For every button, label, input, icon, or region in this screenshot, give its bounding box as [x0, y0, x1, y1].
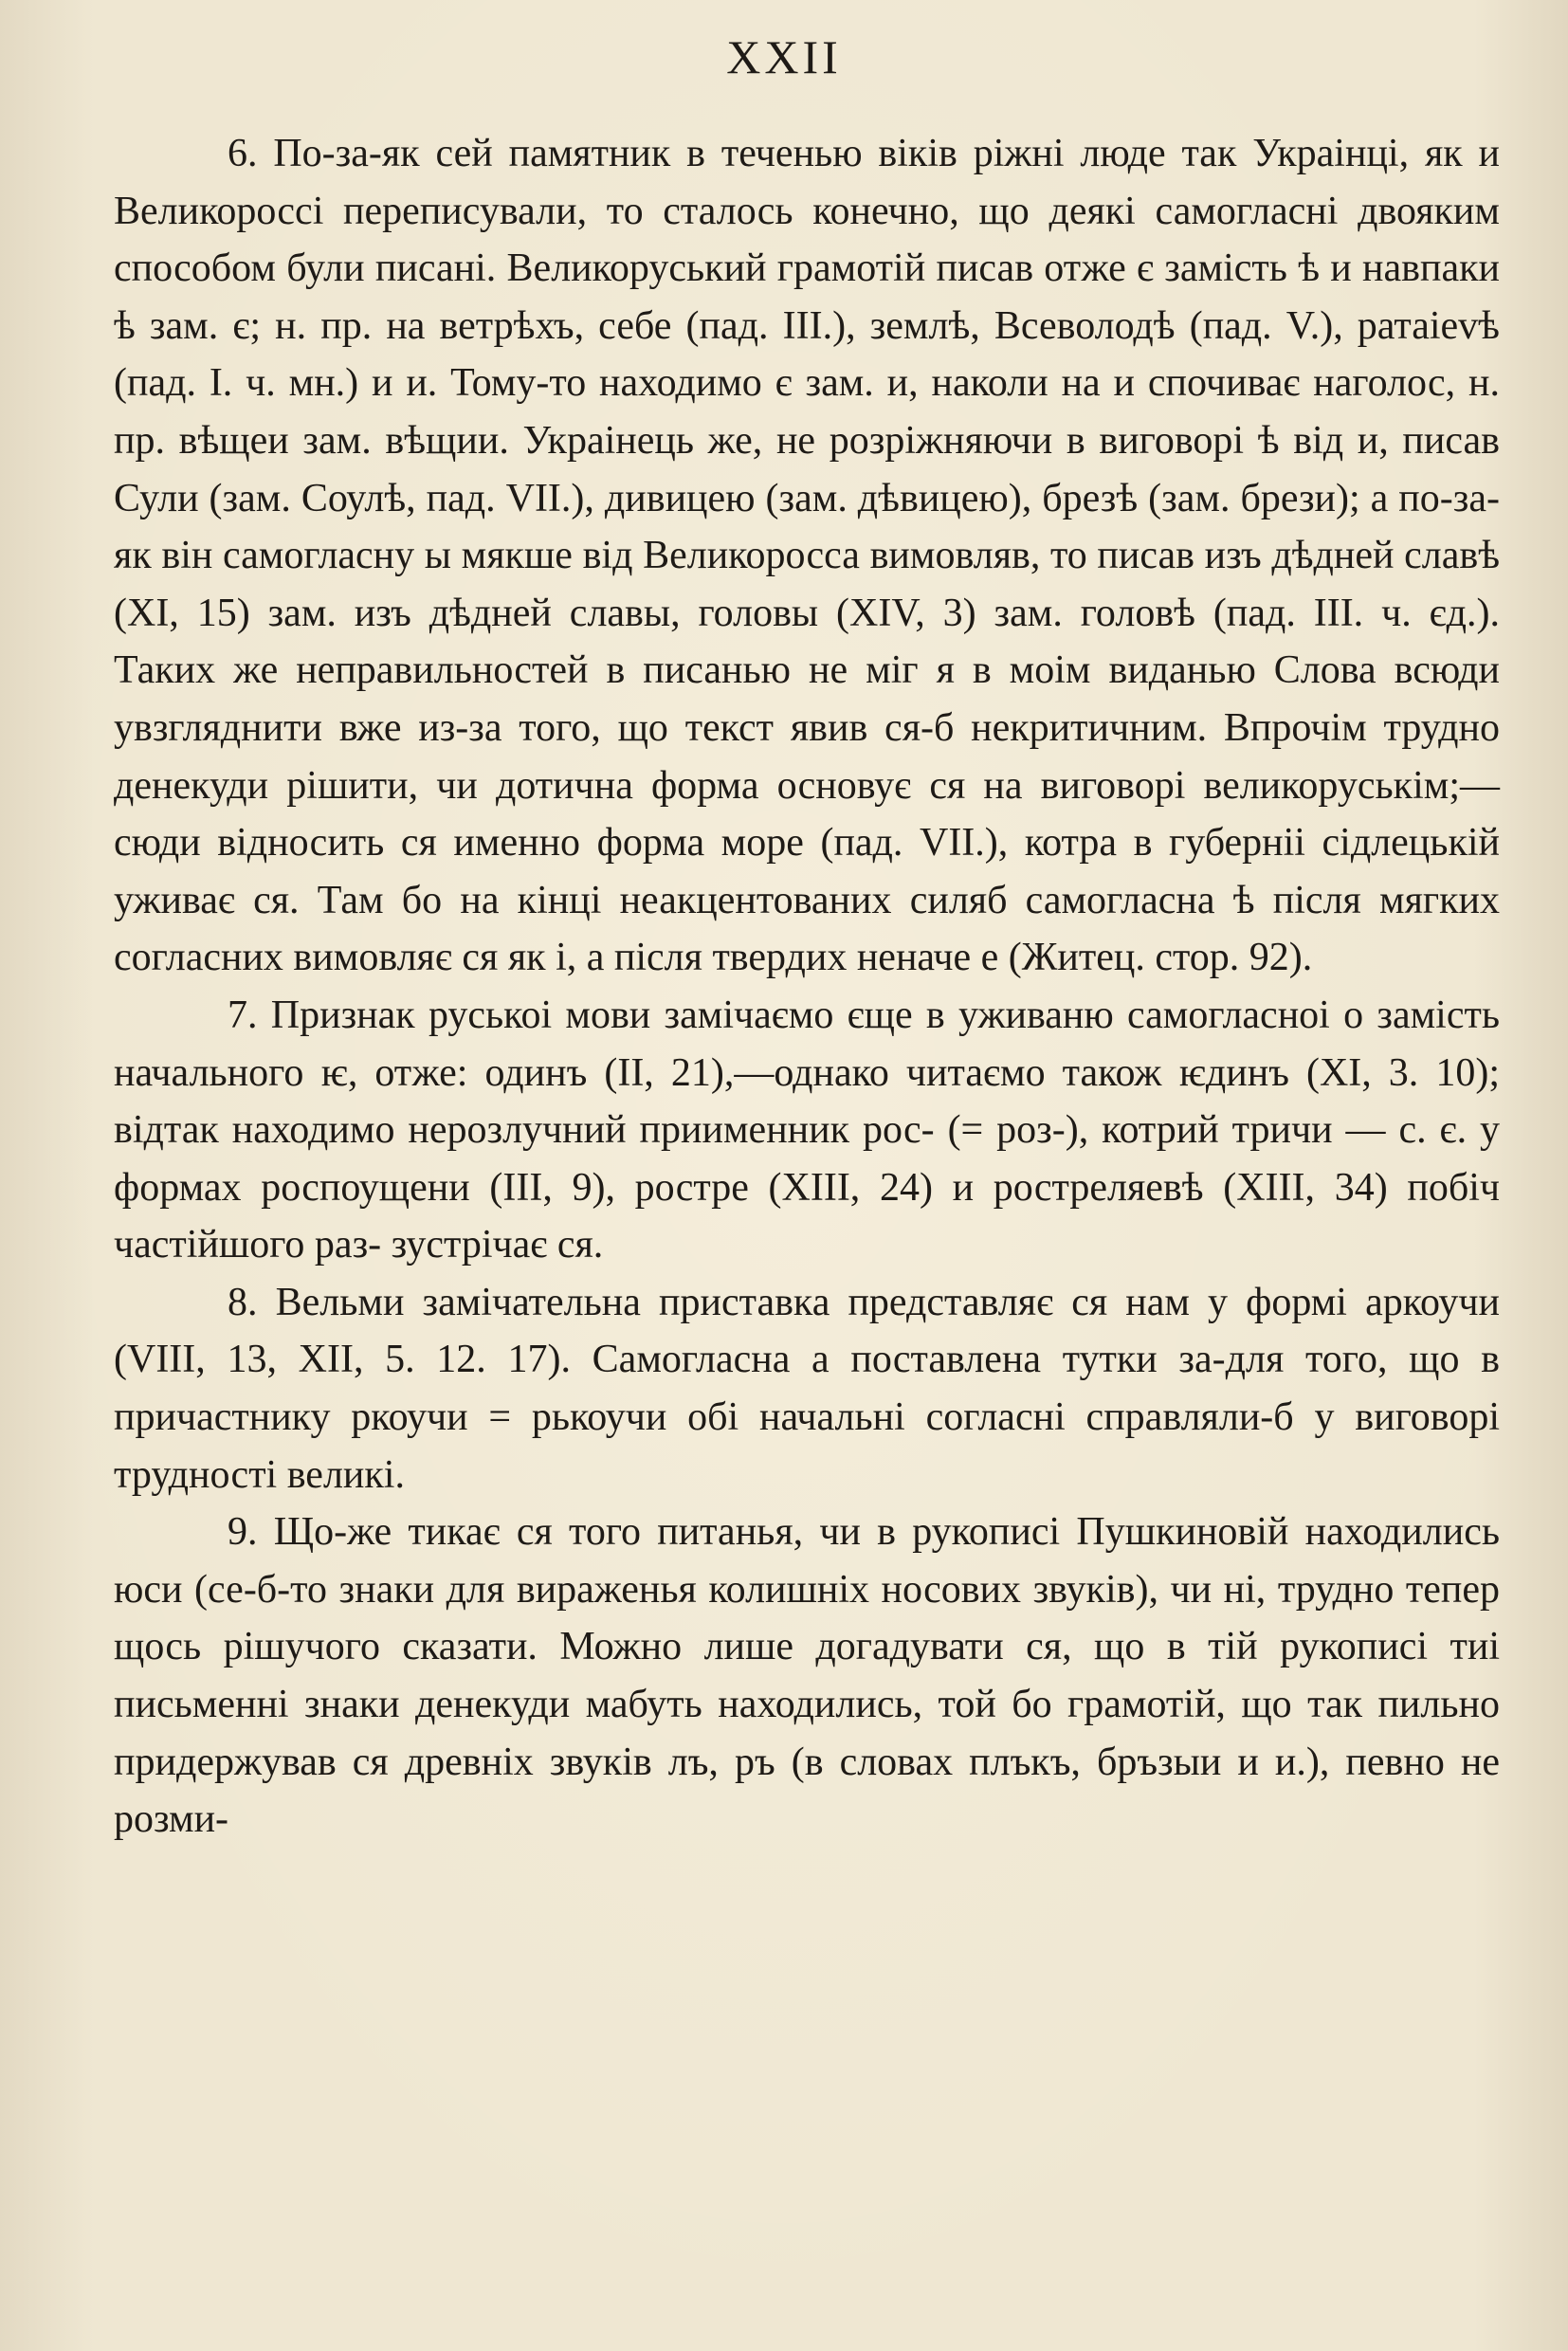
paragraph-7: 7. Признак руськоі мови замічаємо єще в уживаню самогласноі о замість начального ѥ, отже: одинъ (II, 21),—однако читаємо також ѥдинъ (XI, 3. 10); відтак находимо нерозлучний приименник рос- (= роз-), котрий тричи — с. є. у формах роспоущени (III, 9), ростре (XIII, 24) и ростреляевѣ (XIII, 34) побіч частійшого раз- зустрічає ся. [114, 993, 1500, 1267]
paragraph-8: 8. Вельми замічательна приставка представляє ся нам у формі аркоучи (VIII, 13, XII, 5. 12. 17). Самогласна а поставлена тутки за-для того, що в причастнику ркоучи = рькоучи обі начальні согласні справляли-б у виговорі трудності великі. [114, 1280, 1500, 1497]
page-number: XXII [726, 30, 842, 83]
body-text [114, 125, 1500, 1849]
paragraph-6: 6. По-за-як сей памятник в теченью віків ріжні люде так Украінці, як и Великороссі переписували, то сталось конечно, що деякі самогласні двояким способом були писані. Великоруський грамотій писав отже є замість ѣ и навпаки ѣ зам. є; н. пр. на ветрѣхъ, себе (пад. III.), землѣ, Всеволодѣ (пад. V.), ратаievѣ (пад. I. ч. мн.) и и. Тому-то находимо є зам. и, наколи на и спочиває наголос, н. пр. вѣщеи зам. вѣщии. Украінець же, не розріжняючи в виговорі ѣ від и, писав Сули (зам. Соулѣ, пад. VII.), дивицею (зам. дѣвицею), брезѣ (зам. брези); а по-за-як він самогласну ы мякше від Великоросса вимовляв, то писав изъ дѣдней славѣ (XI, 15) зам. изъ дѣдней славы, головы (XIV, 3) зам. головѣ (пад. III. ч. єд.). Таких же неправильностей в писанью не міг я в моім виданью Слова всюди увзгляднити вже из-за того, що текст явив ся-б некритичним. Впрочім трудно денекуди рішити, чи дотична форма основує ся на виговорі великоруськім;—сюди відносить ся именно форма море (пад. VII.), котра в губерніі сідлецькій уживає ся. Там бо на кінці неакцентованих силяб самогласна ѣ після мягких согласних вимовляє ся як і, а після твердих неначе е (Житец. стор. 92). [114, 132, 1500, 980]
paragraph-9: 9. Що-же тикає ся того питанья, чи в рукописі Пушкиновій находились юси (се-б-то знаки для вираженья колишніх носових звуків), чи ні, трудно тепер щось рішучого сказати. Можно лише догадувати ся, що в тій рукописі тиі письменні знаки денекуди мабуть находились, той бо грамотій, що так пильно придержував ся древніх звуків лъ, ръ (в словах плъкъ, бръзыи и и.), певно не розми- [114, 1510, 1500, 1842]
